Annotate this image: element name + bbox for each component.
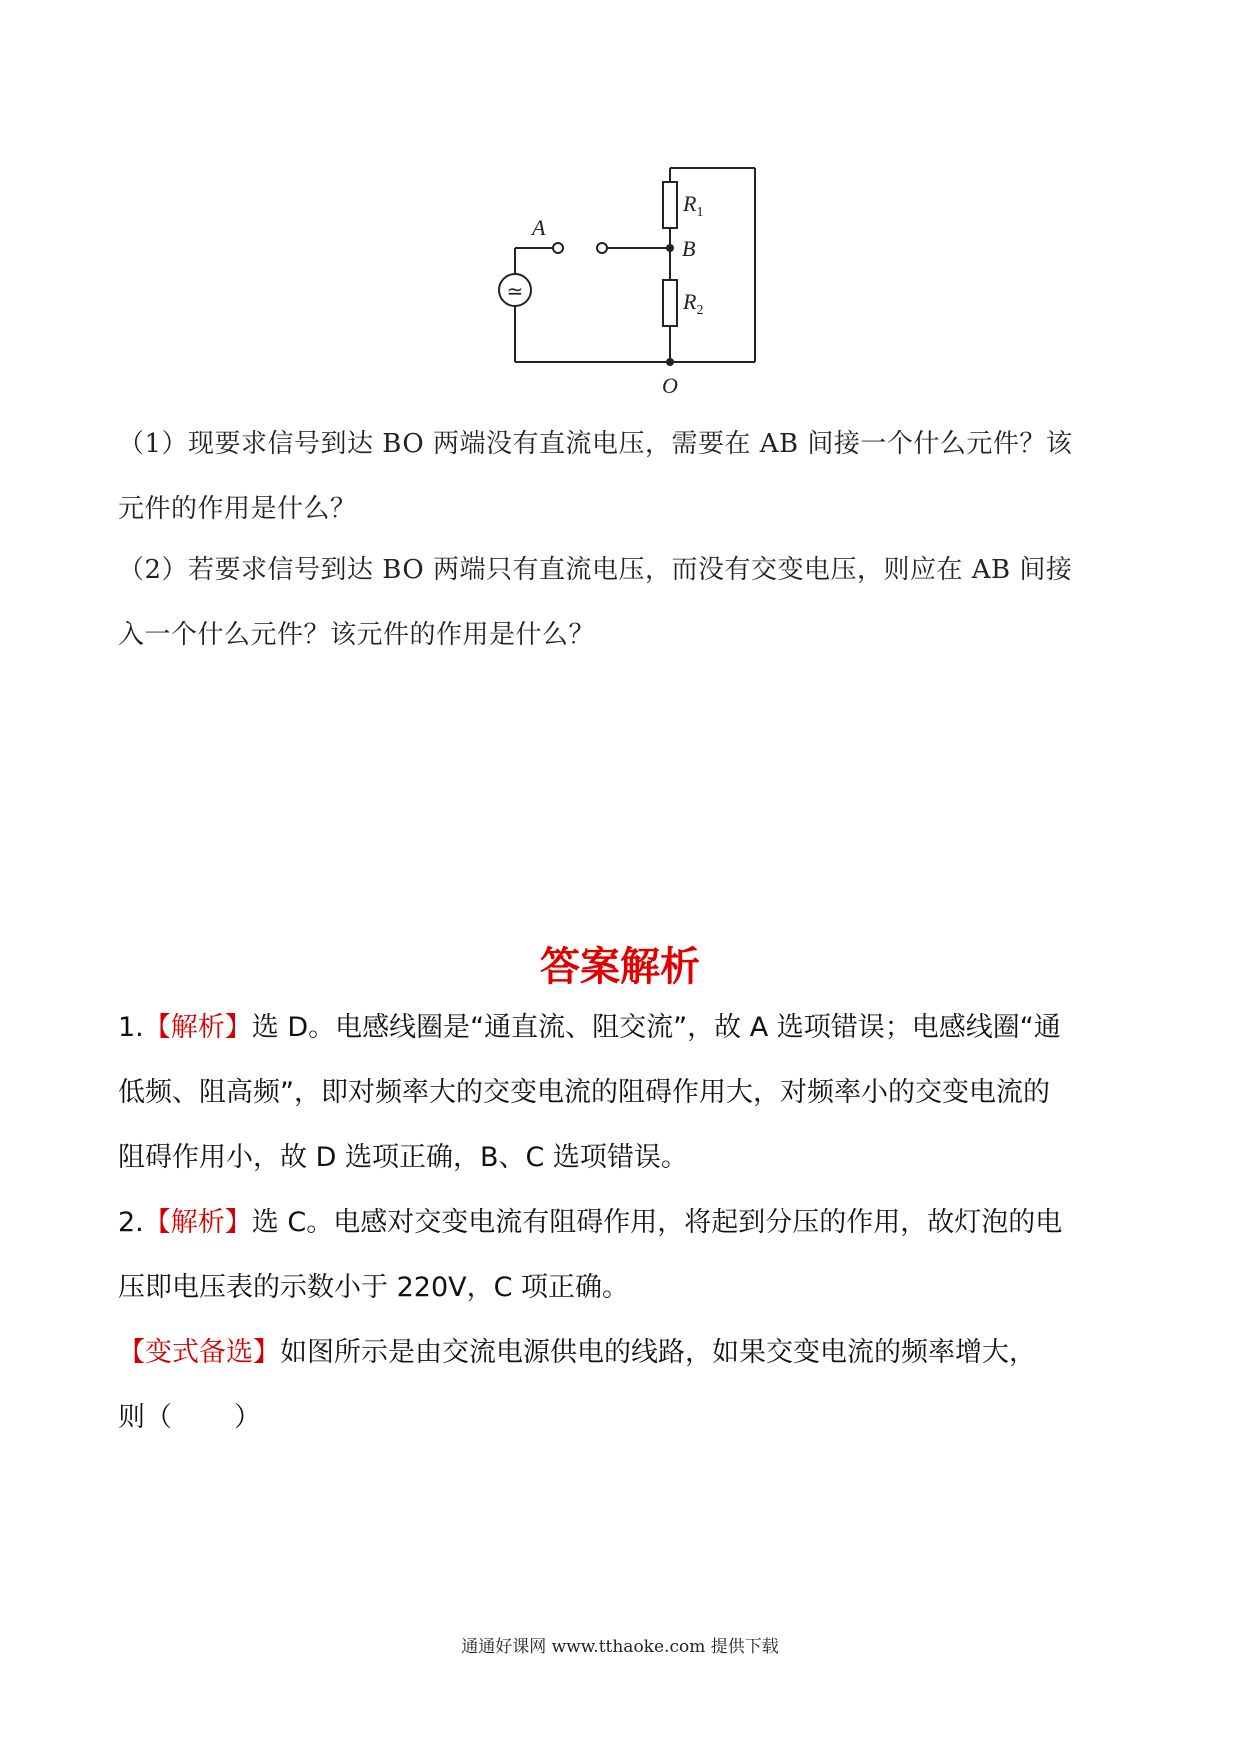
label-r2: $R_2$: [683, 289, 704, 318]
answer-2-tag: 【解析】: [143, 1207, 252, 1238]
label-r1: $R_1$: [683, 191, 704, 220]
answer-1-number: 1.: [118, 1012, 144, 1043]
question-1-line-1: （1）现要求信号到达 BO 两端没有直流电压，需要在 AB 间接一个什么元件？该: [118, 429, 1073, 459]
page-footer: 通通好课网 www.tthaoke.com 提供下载: [461, 1637, 779, 1657]
resistor-r1: [663, 182, 677, 228]
variant-tag: 【变式备选】: [118, 1337, 280, 1368]
variant-paren-open: 则（: [118, 1402, 172, 1433]
variant-line-1: [118, 1320, 1128, 1385]
label-b: B: [682, 236, 696, 261]
question-2-line-1: （2）若要求信号到达 BO 两端只有直流电压，而没有交变电压，则应在 AB 间接: [118, 555, 1073, 585]
question-1-line-2: 元件的作用是什么？: [118, 494, 357, 524]
answer-2-line-1: [118, 1190, 1128, 1255]
answer-1-line-2: 低频、阻高频”，即对频率大的交变电流的阻碍作用大，对频率小的交变电流的: [118, 1077, 1050, 1108]
answer-1-tag: 【解析】: [143, 1012, 252, 1043]
label-o: O: [662, 373, 678, 398]
terminal-b-side: [597, 243, 607, 253]
junction-b: [666, 244, 674, 252]
answer-2-number: 2.: [118, 1207, 144, 1238]
label-a: A: [532, 215, 546, 240]
circuit-diagram: [490, 150, 780, 400]
answer-1-line-3: 阻碍作用小，故 D 选项正确，B、C 选项错误。: [118, 1142, 688, 1173]
answer-1-text: 选 D。电感线圈是“通直流、阻交流”，故 A 选项错误；电感线圈“通: [251, 1012, 1061, 1043]
answer-heading: 答案解析: [540, 944, 700, 990]
ac-wave-symbol: ≃: [506, 279, 524, 303]
answer-1: [118, 995, 1128, 1190]
variant-line-2: [118, 1385, 1128, 1450]
resistor-r2: [663, 280, 677, 326]
question-2-line-2: 入一个什么元件？该元件的作用是什么？: [118, 620, 596, 650]
variant-paren-close: ）: [234, 1402, 261, 1433]
question-1: [118, 412, 1128, 542]
answer-2-line-2: 压即电压表的示数小于 220V，C 项正确。: [118, 1272, 630, 1303]
terminal-a: [553, 243, 563, 253]
answer-2: [118, 1190, 1128, 1320]
question-2: [118, 538, 1128, 668]
junction-o: [666, 358, 674, 366]
variant-text: 如图所示是由交流电源供电的线路，如果交变电流的频率增大，: [280, 1337, 1036, 1368]
answer-1-line-1: [118, 995, 1128, 1060]
answer-2-text: 选 C。电感对交变电流有阻碍作用，将起到分压的作用，故灯泡的电: [251, 1207, 1063, 1238]
variant-question: [118, 1320, 1128, 1450]
